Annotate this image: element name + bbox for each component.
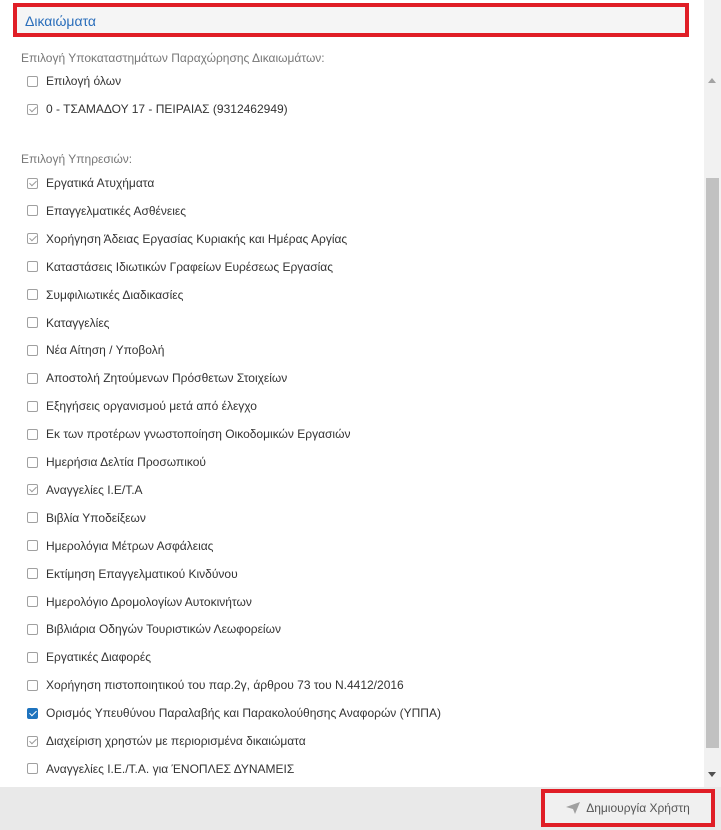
create-user-label: Δημιουργία Χρήστη [586,801,690,815]
panel-header [13,3,689,37]
service-checkbox-label: Συμφιλιωτικές Διαδικασίες [46,287,184,302]
checkbox-checked-icon[interactable] [27,178,38,189]
service-checkbox-row[interactable] [27,397,257,415]
service-checkbox-label: Εκτίμηση Επαγγελματικού Κινδύνου [46,566,238,581]
service-checkbox-row[interactable] [27,258,333,276]
checkbox-unchecked-icon[interactable] [27,596,38,607]
checkbox-unchecked-icon[interactable] [27,540,38,551]
checkbox-checked-icon[interactable] [27,708,38,719]
service-checkbox-label: Εργατικά Ατυχήματα [46,176,155,190]
service-checkbox-label: Εξηγήσεις οργανισμού μετά από έλεγχο [46,399,257,414]
service-checkbox-row[interactable] [27,732,306,750]
checkbox-checked-icon[interactable] [27,484,38,495]
service-checkbox-row[interactable] [27,704,441,722]
branch-checkbox-row[interactable] [27,72,121,90]
checkbox-checked-icon[interactable] [27,233,38,244]
checkbox-unchecked-icon[interactable] [27,568,38,579]
service-checkbox-row[interactable] [27,537,213,555]
service-checkbox-label: Αναγγελίες Ι.Ε/Τ.Α [46,482,143,497]
service-checkbox-label: Καταστάσεις Ιδιωτικών Γραφείων Ευρέσεως Εργασίας [46,259,334,274]
checkbox-unchecked-icon[interactable] [27,261,38,272]
service-checkbox-row[interactable] [27,174,154,192]
checkbox-checked-icon[interactable] [27,104,38,115]
service-checkbox-label: Ημερολόγια Μέτρων Ασφάλειας [46,538,214,553]
checkbox-unchecked-icon[interactable] [27,652,38,663]
checkbox-unchecked-icon[interactable] [27,429,38,440]
branch-checkbox-label: 0 - ΤΣΑΜΑΔΟΥ 17 - ΠΕΙΡΑΙΑΣ (9312462949) [46,102,288,116]
vertical-scrollbar[interactable] [704,0,721,787]
service-checkbox-label: Χορήγηση πιστοποιητικού του παρ.2γ, άρθρου 73 του Ν.4412/2016 [46,678,404,693]
service-checkbox-label: Εργατικές Διαφορές [46,650,152,665]
service-checkbox-row[interactable] [27,453,206,471]
service-checkbox-label: Ορισμός Υπευθύνου Παραλαβής και Παρακολούθησης Αναφορών (ΥΠΠΑ) [46,706,441,721]
scroll-up-arrow-icon[interactable] [708,78,716,83]
service-checkbox-row[interactable] [27,648,151,666]
service-checkbox-row[interactable] [27,286,183,304]
service-checkbox-row[interactable] [27,369,287,387]
checkbox-unchecked-icon[interactable] [27,680,38,691]
service-checkbox-row[interactable] [27,341,164,359]
send-icon [566,802,580,814]
checkbox-unchecked-icon[interactable] [27,512,38,523]
checkbox-checked-icon[interactable] [27,736,38,747]
checkbox-unchecked-icon[interactable] [27,373,38,384]
checkbox-unchecked-icon[interactable] [27,457,38,468]
checkbox-unchecked-icon[interactable] [27,624,38,635]
service-checkbox-row[interactable] [27,230,347,248]
service-checkbox-row[interactable] [27,760,294,778]
service-checkbox-row[interactable] [27,314,109,332]
service-checkbox-label: Καταγγελίες [46,315,110,330]
checkbox-unchecked-icon[interactable] [27,317,38,328]
service-checkbox-row[interactable] [27,202,186,220]
create-user-button[interactable] [541,789,715,827]
service-checkbox-label: Εκ των προτέρων γνωστοποίηση Οικοδομικών Εργασιών [46,427,351,442]
checkbox-unchecked-icon[interactable] [27,289,38,300]
checkbox-unchecked-icon[interactable] [27,76,38,87]
service-checkbox-label: Ημερήσια Δελτία Προσωπικού [46,455,206,469]
checkbox-unchecked-icon[interactable] [27,763,38,774]
service-checkbox-label: Επαγγελματικές Ασθένειες [46,203,187,218]
service-checkbox-row[interactable] [27,425,350,443]
branch-checkbox-label: Επιλογή όλων [46,74,122,88]
service-checkbox-label: Αποστολή Ζητούμενων Πρόσθετων Στοιχείων [46,371,288,386]
scroll-thumb[interactable] [706,178,719,748]
checkbox-unchecked-icon[interactable] [27,205,38,216]
service-checkbox-row[interactable] [27,509,146,527]
footer-bar [0,787,721,830]
panel-title: Δικαιώματα [25,13,97,29]
service-checkbox-label: Διαχείριση χρηστών με περιορισμένα δικαιώματα [46,734,306,748]
checkbox-unchecked-icon[interactable] [27,345,38,356]
service-checkbox-row[interactable] [27,481,143,499]
service-checkbox-row[interactable] [27,593,252,611]
service-checkbox-label: Βιβλία Υποδείξεων [46,510,146,525]
services-section-label: Επιλογή Υπηρεσιών: [21,152,133,166]
service-checkbox-row[interactable] [27,565,238,583]
service-checkbox-label: Χορήγηση Άδειας Εργασίας Κυριακής και Ημέρας Αργίας [46,231,348,246]
scroll-down-arrow-icon[interactable] [708,772,716,777]
service-checkbox-label: Αναγγελίες Ι.Ε./Τ.Α. για ΈΝΟΠΛΕΣ ΔΥΝΑΜΕΙΣ [46,761,295,776]
service-checkbox-label: Νέα Αίτηση / Υποβολή [46,343,165,358]
branch-checkbox-row[interactable] [27,100,288,118]
service-checkbox-label: Ημερολόγιο Δρομολογίων Αυτοκινήτων [46,594,252,609]
branches-section-label: Επιλογή Υποκαταστημάτων Παραχώρησης Δικαιωμάτων: [21,51,325,65]
service-checkbox-label: Βιβλιάρια Οδηγών Τουριστικών Λεωφορείων [46,622,281,637]
checkbox-unchecked-icon[interactable] [27,401,38,412]
service-checkbox-row[interactable] [27,620,281,638]
service-checkbox-row[interactable] [27,676,404,694]
